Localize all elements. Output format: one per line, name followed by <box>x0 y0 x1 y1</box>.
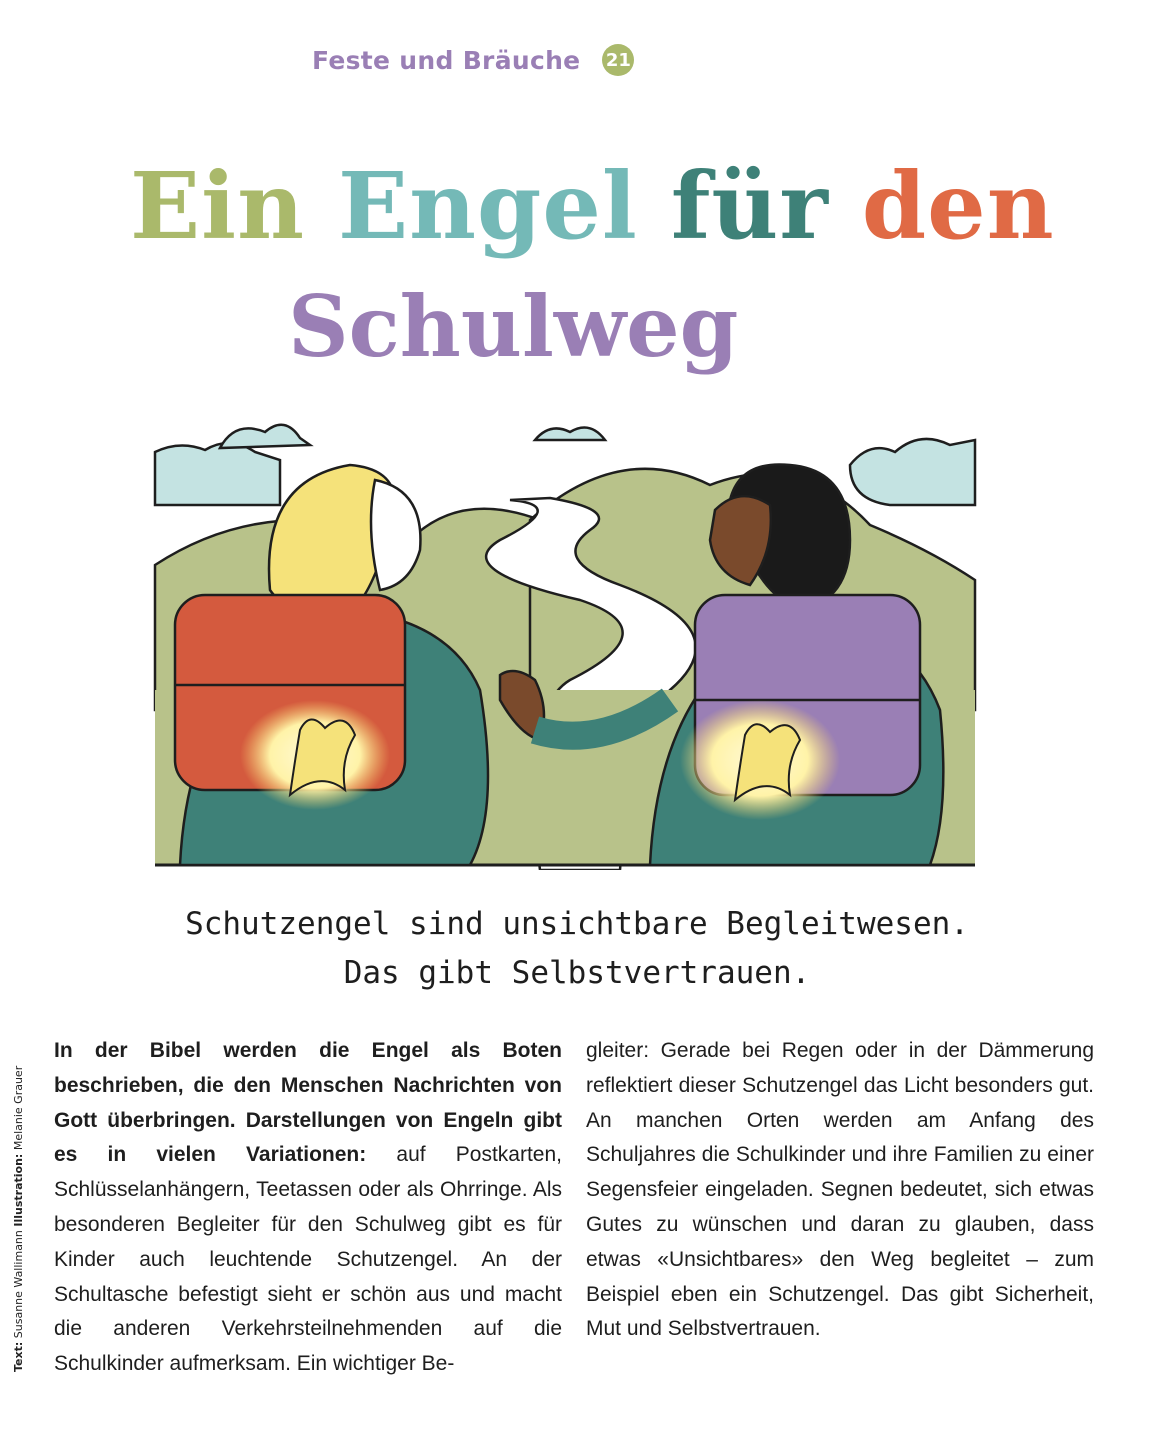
headline-line-1 <box>130 152 1055 260</box>
headline-word-engel: Engel <box>338 152 638 260</box>
headline-word-fuer: für <box>670 152 829 260</box>
credit-text-label: Text: <box>12 1341 25 1372</box>
cloud-right <box>850 439 975 505</box>
subtitle-line-1: Schutzengel sind unsichtbare Begleitwesen. <box>185 906 969 942</box>
headline-word-ein: Ein <box>130 152 305 260</box>
body-column-1 <box>54 1034 562 1382</box>
page-number-badge: 21 <box>602 44 634 76</box>
headline-line-2: Schulweg <box>288 277 739 376</box>
cloud-small-left <box>220 425 310 448</box>
credit-line <box>12 1066 25 1372</box>
credit-illustration-label: Illustration: <box>12 1153 25 1227</box>
subtitle-line-2: Das gibt Selbstvertrauen. <box>343 955 811 991</box>
lead-paragraph: In der Bibel werden die Engel als Boten beschrieben, die den Menschen Nachrichten von Gott überbringen. Darstellungen von Engeln gibt es in vielen Variationen: <box>54 1039 562 1167</box>
section-title: Feste und Bräuche <box>312 45 581 75</box>
subtitle <box>0 900 1154 998</box>
credit-illustration-author: Melanie Grauer <box>12 1065 25 1151</box>
body-text-1: auf Postkarten, Schlüsselanhängern, Teetassen oder als Ohrringe. Als besonderen Begleiter für den Schulweg gibt es für Kinder auch leuchtende Schutzengel. An der Schultasche befestigt sieht er schön aus und macht die anderen Verkehrsteilnehmenden auf die Schulkinder aufmerksam. Ein wichtiger Be- <box>54 1143 562 1376</box>
cloud-center <box>535 428 605 441</box>
page-header <box>312 44 634 76</box>
schoolchildren-illustration <box>150 410 980 870</box>
body-column-2 <box>586 1034 1094 1347</box>
body-text-2: gleiter: Gerade bei Regen oder in der Dämmerung reflektiert dieser Schutzengel das Licht besonders gut. An manchen Orten werden am Anfang des Schuljahres die Schulkinder und ihre Familien zu einer Segensfeier eingeladen. Segnen bedeutet, sich etwas Gutes zu wünschen und daran zu glauben, dass etwas «Unsichtbares» den Weg begleitet – zum Beispiel eben ein Schutzengel. Das gibt Sicherheit, Mut und Selbstvertrauen. <box>586 1039 1094 1341</box>
headline-word-den: den <box>861 152 1055 260</box>
cloud-left <box>155 443 280 505</box>
credit-text-author: Susanne Wallimann <box>12 1230 25 1339</box>
